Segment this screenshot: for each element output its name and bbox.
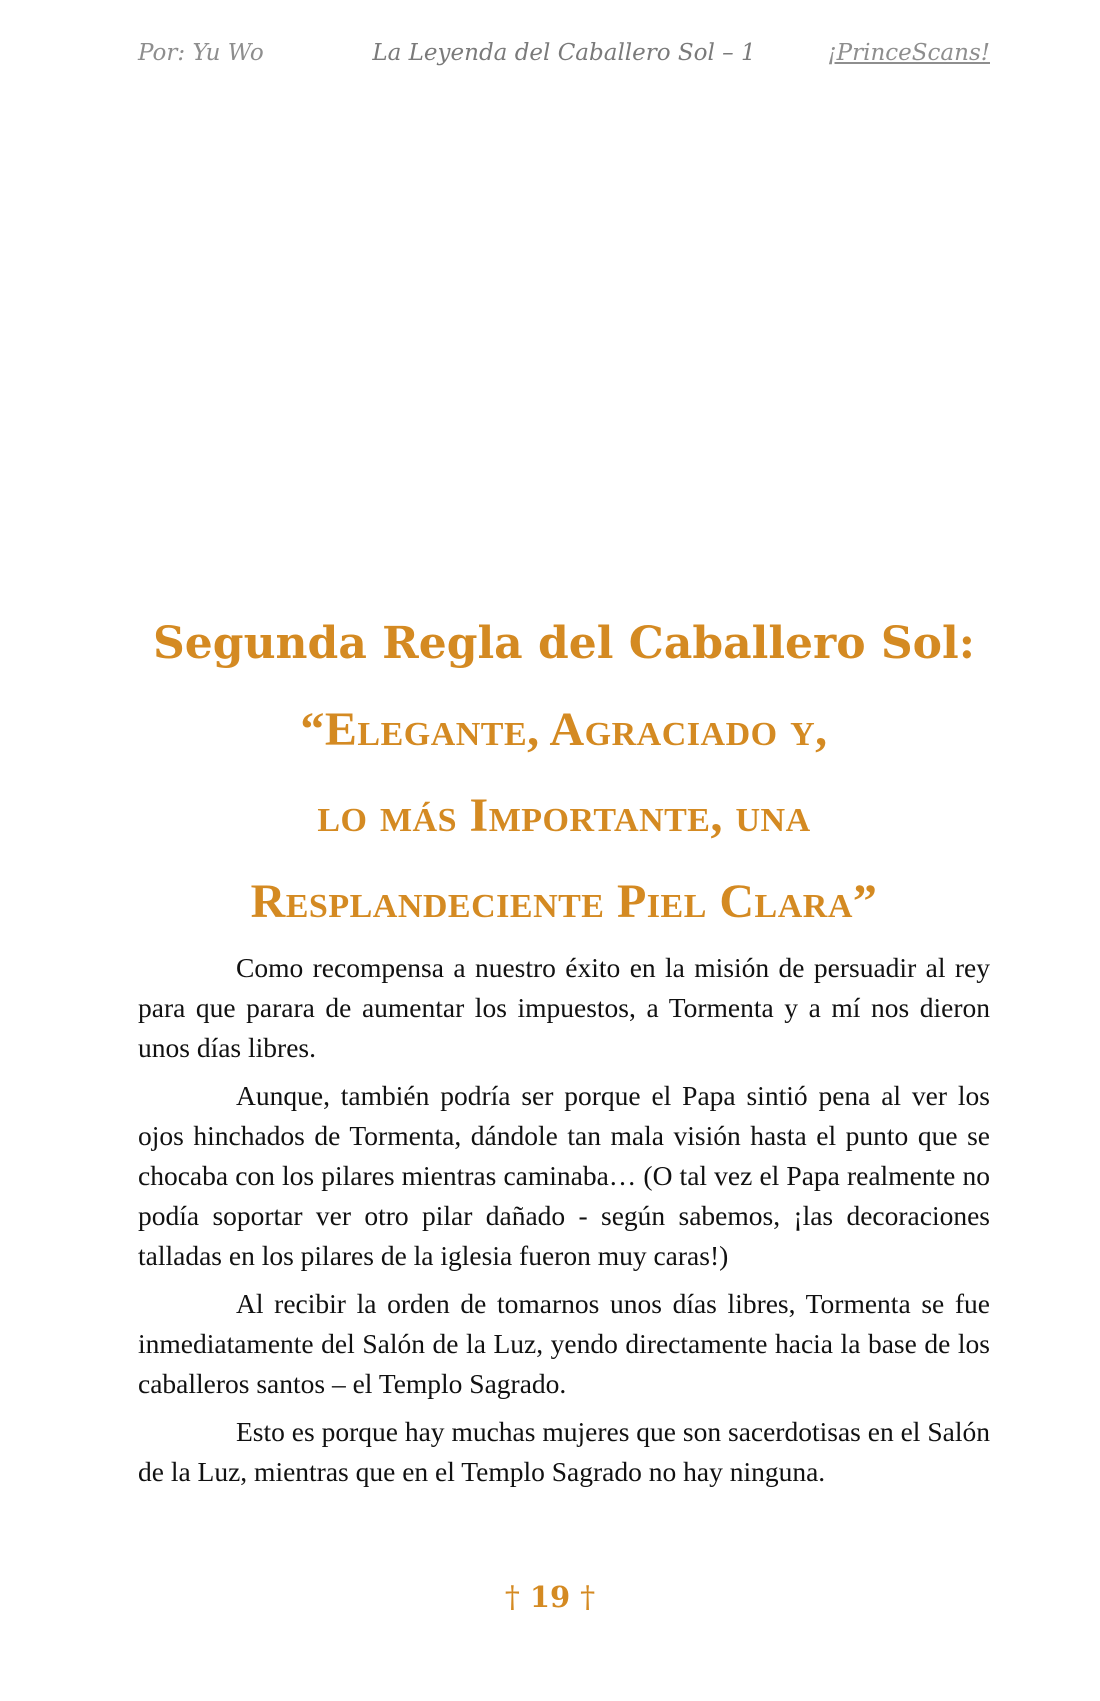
- header-author: Por: Yu Wo: [138, 40, 264, 66]
- page-footer: [0, 1580, 1100, 1615]
- chapter-rule-title: [138, 687, 990, 945]
- paragraph: Al recibir la orden de tomarnos unos días libres, Tormenta se fue inmediatamente del Salón de la Luz, yendo directamente hacia la base de los caballeros santos – el Templo Sagrado.: [138, 1288, 990, 1399]
- chapter-rule-line: “Elegante, Agraciado y,: [300, 703, 828, 756]
- header-group-link[interactable]: ¡PrinceScans!: [827, 40, 990, 66]
- body-text: [138, 948, 990, 1500]
- chapter-heading: [138, 615, 990, 945]
- paragraph: Como recompensa a nuestro éxito en la misión de persuadir al rey para que parara de aumentar los impuestos, a Tormenta y a mí nos dieron unos días libres.: [138, 952, 990, 1063]
- dagger-right-icon: †: [580, 1580, 596, 1615]
- chapter-rule-line: lo más Importante, una: [317, 789, 811, 842]
- chapter-rule-line: Resplandeciente Piel Clara”: [250, 875, 878, 928]
- paragraph: Aunque, también podría ser porque el Papa sintió pena al ver los ojos hinchados de Tormenta, dándole tan mala visión hasta el punto que se chocaba con los pilares mientras caminaba… (O tal vez el Papa realmente no podía soportar ver otro pilar dañado - según sabemos, ¡las decoraciones talladas en los pilares de la iglesia fueron muy caras!): [138, 1080, 990, 1271]
- dagger-left-icon: †: [504, 1580, 520, 1615]
- chapter-subtitle: Segunda Regla del Caballero Sol:: [153, 618, 975, 669]
- running-header: [138, 40, 990, 76]
- paragraph: Esto es porque hay muchas mujeres que son sacerdotisas en el Salón de la Luz, mientras que en el Templo Sagrado no hay ninguna.: [138, 1416, 990, 1487]
- page-number: 19: [529, 1580, 571, 1614]
- header-book-title: La Leyenda del Caballero Sol – 1: [372, 40, 756, 66]
